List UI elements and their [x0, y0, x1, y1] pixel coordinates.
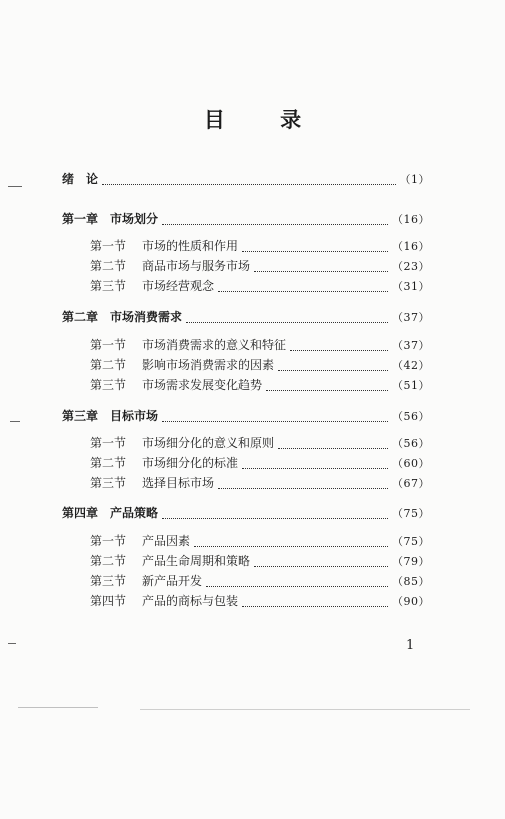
toc-leader-dots [254, 262, 388, 272]
toc-page-number: （37） [392, 339, 430, 352]
toc-leader-dots [162, 215, 388, 225]
toc-entry-label [90, 533, 190, 549]
toc-page-number: （16） [392, 213, 430, 226]
toc-section-row [90, 337, 430, 353]
toc-page-number: （31） [392, 280, 430, 293]
scan-artifact-mark [8, 643, 16, 644]
toc-entry-label [90, 357, 274, 373]
toc-section-row [90, 377, 430, 393]
toc-section-row [90, 475, 430, 491]
toc-section-title: 市场的性质和作用 [142, 239, 239, 253]
toc-leader-dots [278, 361, 388, 371]
toc-chapter-row [62, 211, 430, 227]
toc-entry-label [90, 435, 274, 451]
toc-intro-row [62, 171, 430, 187]
toc-entry-label [90, 377, 262, 393]
toc-leader-dots [242, 459, 388, 469]
scan-artifact-line [18, 707, 98, 708]
toc-section-row [90, 238, 430, 254]
toc-chapter-row [62, 505, 430, 521]
toc-page-number: （56） [392, 437, 430, 450]
toc-leader-dots [278, 439, 388, 449]
toc-page-number: （37） [392, 311, 430, 324]
toc-leader-dots [186, 313, 388, 323]
toc-section-row [90, 278, 430, 294]
toc-leader-dots [102, 175, 395, 185]
toc-entry-label: 第二章 市场消费需求 [62, 310, 183, 324]
toc-section-number: 第二节 [90, 456, 127, 470]
toc-section-number: 第二节 [90, 554, 127, 568]
toc-section-title: 产品因素 [142, 534, 191, 548]
toc-section-number: 第三节 [90, 476, 127, 490]
toc-leader-dots [254, 557, 388, 567]
toc-entry-label [90, 455, 238, 471]
toc-entry-label [90, 238, 238, 254]
scan-artifact-mark [10, 421, 20, 422]
toc-entry-label [90, 258, 250, 274]
toc-page-number: （42） [392, 359, 430, 372]
toc-leader-dots [242, 597, 388, 607]
toc-page-number: （1） [399, 173, 430, 186]
scan-artifact-mark [8, 186, 22, 187]
toc-section-title: 产品生命周期和策略 [142, 554, 251, 568]
toc-leader-dots [162, 509, 388, 519]
toc-page-number: （90） [392, 595, 430, 608]
toc-section-title: 商品市场与服务市场 [142, 259, 251, 273]
toc-section-title: 市场细分化的标准 [142, 456, 239, 470]
toc-section-number: 第三节 [90, 279, 127, 293]
toc-page-number: （60） [392, 457, 430, 470]
toc-section-number: 第三节 [90, 574, 127, 588]
toc-leader-dots [266, 381, 388, 391]
toc-section-title: 影响市场消费需求的因素 [142, 358, 275, 372]
toc-leader-dots [218, 282, 388, 292]
toc-section-row [90, 455, 430, 471]
toc-page-number: （56） [392, 410, 430, 423]
toc-section-row [90, 593, 430, 609]
toc-section-title: 新产品开发 [142, 574, 203, 588]
toc-section-row [90, 258, 430, 274]
toc-leader-dots [194, 537, 388, 547]
toc-section-row [90, 435, 430, 451]
toc-leader-dots [218, 479, 388, 489]
toc-page-number: （85） [392, 575, 430, 588]
toc-entry-label [90, 593, 238, 609]
toc-page-number: （67） [392, 477, 430, 490]
toc-section-title: 产品的商标与包装 [142, 594, 239, 608]
toc-page-number: （51） [392, 379, 430, 392]
toc-section-row [90, 533, 430, 549]
toc-entry-label [90, 337, 286, 353]
page-title: 目 录 [203, 107, 326, 132]
toc-section-row [90, 573, 430, 589]
toc-leader-dots [206, 577, 388, 587]
scan-artifact-line [140, 709, 470, 710]
toc-section-number: 第二节 [90, 358, 127, 372]
toc-entry-label: 第三章 目标市场 [62, 409, 159, 423]
toc-section-number: 第一节 [90, 338, 127, 352]
toc-section-number: 第二节 [90, 259, 127, 273]
toc-page-number: （79） [392, 555, 430, 568]
page-number: 1 [406, 638, 415, 653]
toc-section-title: 选择目标市场 [142, 476, 215, 490]
toc-entry-label: 第一章 市场划分 [62, 212, 159, 226]
toc-section-number: 第一节 [90, 436, 127, 450]
toc-page-number: （75） [392, 535, 430, 548]
toc-section-row [90, 357, 430, 373]
toc-section-title: 市场经营观念 [142, 279, 215, 293]
toc-page-number: （23） [392, 260, 430, 273]
toc-section-title: 市场细分化的意义和原则 [142, 436, 275, 450]
toc-entry-label: 第四章 产品策略 [62, 506, 159, 520]
toc-entry-label [90, 553, 250, 569]
toc-chapter-row [62, 408, 430, 424]
toc-entry-label [90, 278, 214, 294]
toc-page-number: （75） [392, 507, 430, 520]
toc-chapter-row [62, 309, 430, 325]
toc-section-number: 第一节 [90, 239, 127, 253]
toc-section-number: 第三节 [90, 378, 127, 392]
toc-page-number: （16） [392, 240, 430, 253]
toc-entry-label [90, 573, 202, 589]
toc-section-number: 第四节 [90, 594, 127, 608]
toc-entry-label: 绪 论 [62, 172, 99, 186]
toc-section-row [90, 553, 430, 569]
toc-section-title: 市场需求发展变化趋势 [142, 378, 263, 392]
toc-leader-dots [290, 341, 388, 351]
toc-section-title: 市场消费需求的意义和特征 [142, 338, 287, 352]
toc-entry-label [90, 475, 214, 491]
toc-leader-dots [242, 242, 388, 252]
toc-leader-dots [162, 412, 388, 422]
toc-section-number: 第一节 [90, 534, 127, 548]
